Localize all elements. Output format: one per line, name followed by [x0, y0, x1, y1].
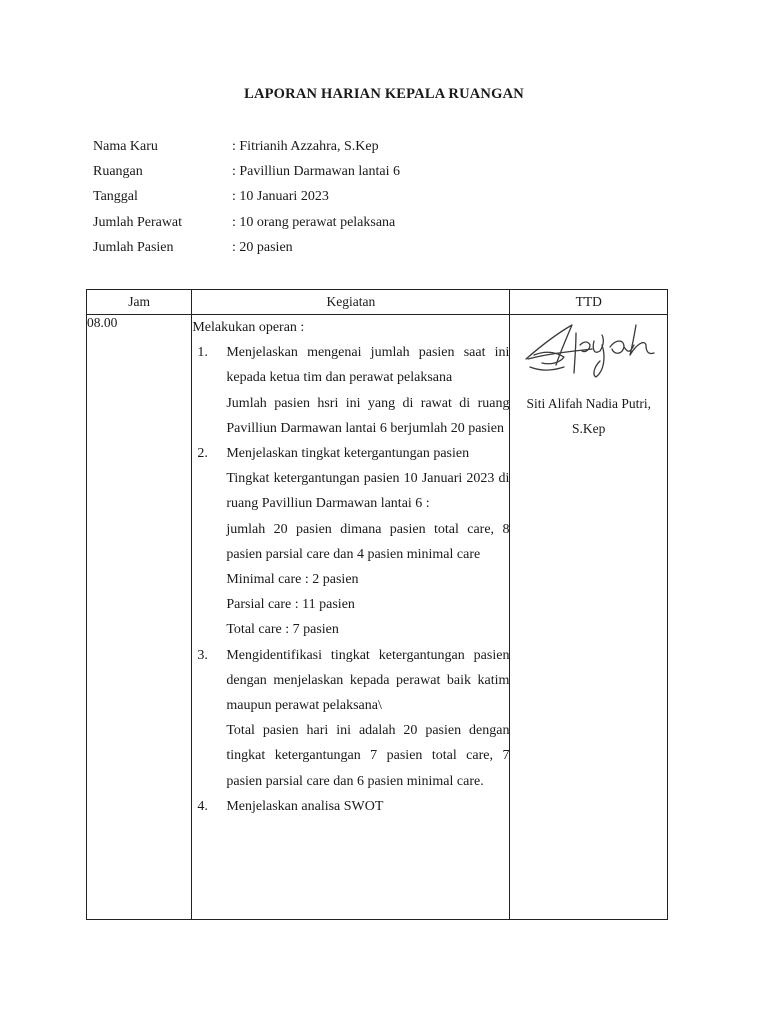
table-row	[87, 315, 668, 920]
list-item-text: Menjelaskan tingkat ketergantungan pasien	[226, 446, 470, 461]
info-label: Nama Karu	[93, 139, 158, 154]
list-item-text: jumlah 20 pasien dimana pasien total care, 8 pasien parsial care dan 4 pasien minimal care	[226, 521, 510, 562]
list-item-text: Jumlah pasien hsri ini yang di rawat di ruang Pavilliun Darmawan lantai 6 berjumlah 20 pasien	[226, 395, 510, 436]
info-value: : 20 pasien	[232, 239, 293, 255]
info-value: : 10 Januari 2023	[232, 189, 329, 205]
info-value: : Fitrianih Azzahra, S.Kep	[232, 139, 379, 154]
list-item-text: Parsial care : 11 pasien	[226, 597, 355, 613]
list-item	[192, 643, 509, 794]
page-title: LAPORAN HARIAN KEPALA RUANGAN	[244, 86, 524, 102]
info-label: Jumlah Pasien	[93, 239, 174, 255]
list-item-text: Menjelaskan mengenai jumlah pasien saat ini kepada ketua tim dan perawat pelaksana	[226, 345, 510, 386]
list-item-text: Mengidentifikasi tingkat ketergantungan pasien dengan menjelaskan kepada perawat baik katim maupun perawat pelaksana\	[226, 647, 510, 714]
list-item-number: 1.	[197, 345, 208, 361]
info-label: Tanggal	[93, 189, 138, 205]
signer-name	[510, 391, 667, 441]
signer-name-line: Siti Alifah Nadia Putri,	[526, 396, 651, 411]
info-label: Jumlah Perawat	[93, 214, 183, 230]
header-ttd: TTD	[510, 290, 668, 315]
ttd-cell	[510, 315, 668, 920]
kegiatan-intro: Melakukan operan :	[192, 320, 305, 335]
list-item	[192, 441, 509, 643]
list-item-text: Menjelaskan analisa SWOT	[226, 798, 384, 814]
info-value: : 10 orang perawat pelaksana	[232, 214, 396, 230]
list-item-number: 3.	[197, 647, 208, 663]
header-kegiatan: Kegiatan	[192, 290, 510, 315]
table-header-row	[87, 290, 668, 315]
kegiatan-cell	[192, 315, 510, 920]
list-item-number: 2.	[197, 446, 208, 461]
info-label: Ruangan	[93, 164, 143, 180]
header-jam: Jam	[87, 290, 192, 315]
list-item	[192, 794, 509, 819]
jam-cell: 08.00	[87, 315, 192, 920]
activity-table	[86, 289, 668, 920]
list-item-text: Tingkat ketergantungan pasien 10 Januari 2023 di ruang Pavilliun Darmawan lantai 6 :	[226, 471, 510, 512]
list-item-text: Total pasien hari ini adalah 20 pasien dengan tingkat ketergantungan 7 pasien total care, 7 pasien parsial care dan 6 pasien minimal care.	[226, 723, 510, 789]
info-value: : Pavilliun Darmawan lantai 6	[232, 164, 400, 180]
list-item-text: Total care : 7 pasien	[226, 622, 339, 638]
list-item	[192, 340, 509, 441]
list-item-text: Minimal care : 2 pasien	[226, 572, 359, 588]
signature-image	[520, 315, 658, 385]
list-item-number: 4.	[197, 798, 208, 814]
signer-degree: S.Kep	[572, 421, 606, 437]
